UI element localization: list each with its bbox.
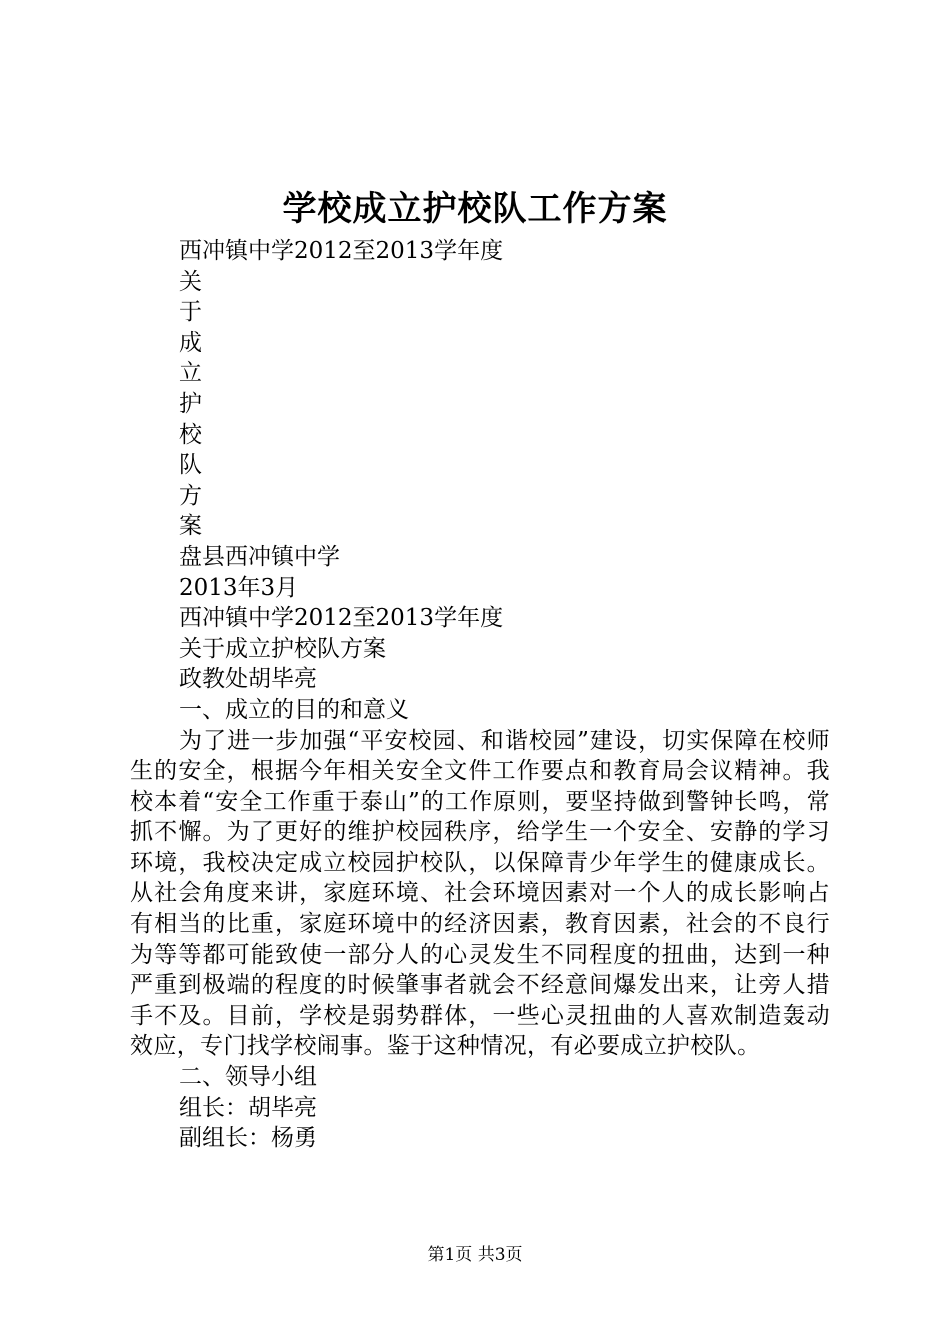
cover-line-school: 盘县西冲镇中学 xyxy=(179,543,340,570)
cover-line-char: 于 xyxy=(179,299,202,326)
cover-line-school-year: 西冲镇中学2012至2013学年度 xyxy=(179,605,504,632)
cover-line-char: 案 xyxy=(179,513,202,540)
cover-line-char: 队 xyxy=(179,452,202,479)
deputy-leader-line: 副组长：杨勇 xyxy=(179,1125,317,1152)
section-1-heading: 一、成立的目的和意义 xyxy=(179,696,409,723)
cover-line-author: 政教处胡毕亮 xyxy=(179,666,317,693)
cover-line-char: 关 xyxy=(179,268,202,295)
cover-line-date: 2013年3月 xyxy=(179,574,299,601)
cover-line-subject: 关于成立护校队方案 xyxy=(179,635,386,662)
cover-line-school-year: 西冲镇中学2012至2013学年度 xyxy=(179,238,504,264)
cover-line-char: 护 xyxy=(179,390,202,417)
page-footer: 第1页 共3页 xyxy=(427,1245,523,1265)
leader-line: 组长：胡毕亮 xyxy=(179,1094,317,1121)
cover-line-char: 校 xyxy=(179,421,202,448)
section-1-paragraph: 为了进一步加强“平安校园、和谐校园”建设，切实保障在校师生的安全，根据今年相关安全文件工作要点和教育局会议精神。我校本着“安全工作重于泰山”的工作原则，要坚持做到警钟长鸣，常抓不懈。为了更好的维护校园秩序，给学生一个安全、安静的学习环境，我校决定成立校园护校队，以保障青少年学生的健康成长。从社会角度来讲，家庭环境、社会环境因素对一个人的成长影响占有相当的比重，家庭环境中的经济因素，教育因素，社会的不良行为等等都可能致使一部分人的心灵发生不同程度的扭曲，达到一种严重到极端的程度的时候肇事者就会不经意间爆发出来，让旁人措手不及。目前，学校是弱势群体，一些心灵扭曲的人喜欢制造轰动效应，专门找学校闹事。鉴于这种情况，有必要成立护校队。 xyxy=(130,727,830,1060)
section-2-heading: 二、领导小组 xyxy=(179,1064,317,1091)
cover-line-char: 成 xyxy=(179,329,202,356)
document-body xyxy=(130,236,830,1154)
cover-line-char: 方 xyxy=(179,482,202,509)
document-title: 学校成立护校队工作方案 xyxy=(282,189,668,229)
cover-line-char: 立 xyxy=(179,360,202,387)
